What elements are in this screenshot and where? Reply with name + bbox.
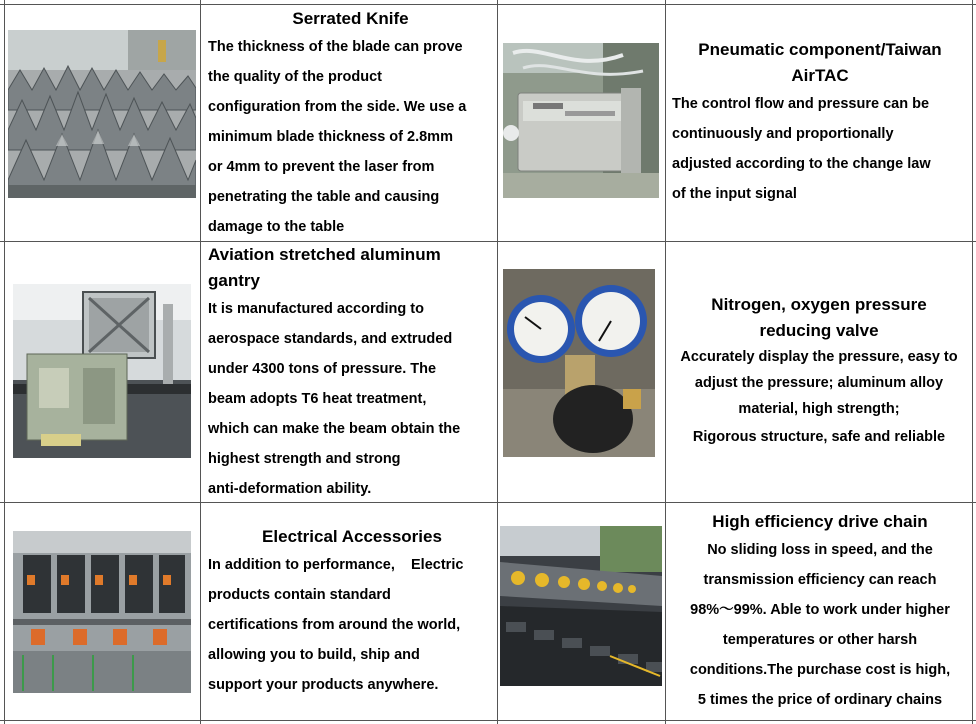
aluminum-gantry-description [208,294,496,504]
aluminum-gantry-title [208,242,496,294]
description-line: 98%～99%. Able to work under higher [690,602,950,618]
pressure-gauge-photo [503,269,655,457]
table-border-bottom [0,720,976,721]
description-line: conditions.The purchase cost is high, [689,662,951,678]
electrical-cabinet-photo [13,531,191,693]
pneumatic-component-title [672,37,968,89]
serrated-knife-title: Serrated Knife [292,9,409,28]
pneumatic-component-description [672,89,968,209]
description-line: adjust the pressure; aluminum alloy [694,375,944,391]
pneumatic-component-section [672,37,968,209]
description-line: 5 times the price of ordinary chains [697,692,943,708]
title-line: Pneumatic component/Taiwan [698,40,942,59]
table-divider [497,0,498,724]
title-line: AirTAC [791,66,849,85]
description-line: transmission efficiency can reach [703,572,937,588]
description-line: material, high strength; [738,401,900,417]
description-line: adjusted according to the change law [672,156,931,172]
description-line: beam adopts T6 heat treatment, [208,391,427,407]
aluminum-gantry-photo [13,284,191,458]
description-line: configuration from the side. We use a [208,99,467,115]
drive-chain-title: High efficiency drive chain [712,512,928,531]
description-line: Accurately display the pressure, easy to [680,349,958,365]
electrical-accessories-title: Electrical Accessories [262,527,442,546]
serrated-knife-photo [8,30,196,198]
serrated-knife-section [208,6,493,242]
description-line: penetrating the table and causing [208,189,440,205]
table-divider [200,0,201,724]
description-line: support your products anywhere. [208,677,439,693]
description-line: temperatures or other harsh [722,632,918,648]
title-line: gantry [208,271,260,290]
description-line: the quality of the product [208,69,382,85]
serrated-knife-description [208,32,493,242]
description-line: Rigorous structure, safe and reliable [692,429,946,445]
table-border-left [4,0,5,724]
aluminum-gantry-section [208,242,496,504]
drive-chain-section [670,509,970,715]
title-line: Aviation stretched aluminum [208,245,441,264]
description-line: In addition to performance, Electric [208,557,464,573]
description-line: highest strength and strong [208,451,401,467]
description-line: or 4mm to prevent the laser from [208,159,435,175]
description-line: which can make the beam obtain the [208,421,461,437]
description-line: under 4300 tons of pressure. The [208,361,437,377]
description-line: allowing you to build, ship and [208,647,420,663]
drive-chain-description [670,535,970,715]
table-border-right [972,0,973,724]
title-line: Nitrogen, oxygen pressure [711,295,927,314]
pneumatic-cylinder-photo [503,43,659,198]
drive-chain-photo [500,526,662,686]
description-line: minimum blade thickness of 2.8mm [208,129,453,145]
title-line: reducing valve [759,321,879,340]
electrical-accessories-description [208,550,496,700]
electrical-accessories-section [208,524,496,700]
table-border-top [0,4,976,5]
description-line: of the input signal [672,186,797,202]
description-line: certifications from around the world, [208,617,461,633]
description-line: damage to the table [208,219,345,235]
description-line: It is manufactured according to [208,301,424,317]
description-line: anti-deformation ability. [208,481,372,497]
description-line: continuously and proportionally [672,126,894,142]
description-line: aerospace standards, and extruded [208,331,453,347]
pressure-valve-title [668,292,970,344]
description-line: The control flow and pressure can be [672,96,930,112]
pressure-valve-section [668,292,970,450]
description-line: The thickness of the blade can prove [208,39,463,55]
table-divider [665,0,666,724]
description-line: products contain standard [208,587,391,603]
pressure-valve-description [668,344,970,450]
description-line: No sliding loss in speed, and the [707,542,933,558]
